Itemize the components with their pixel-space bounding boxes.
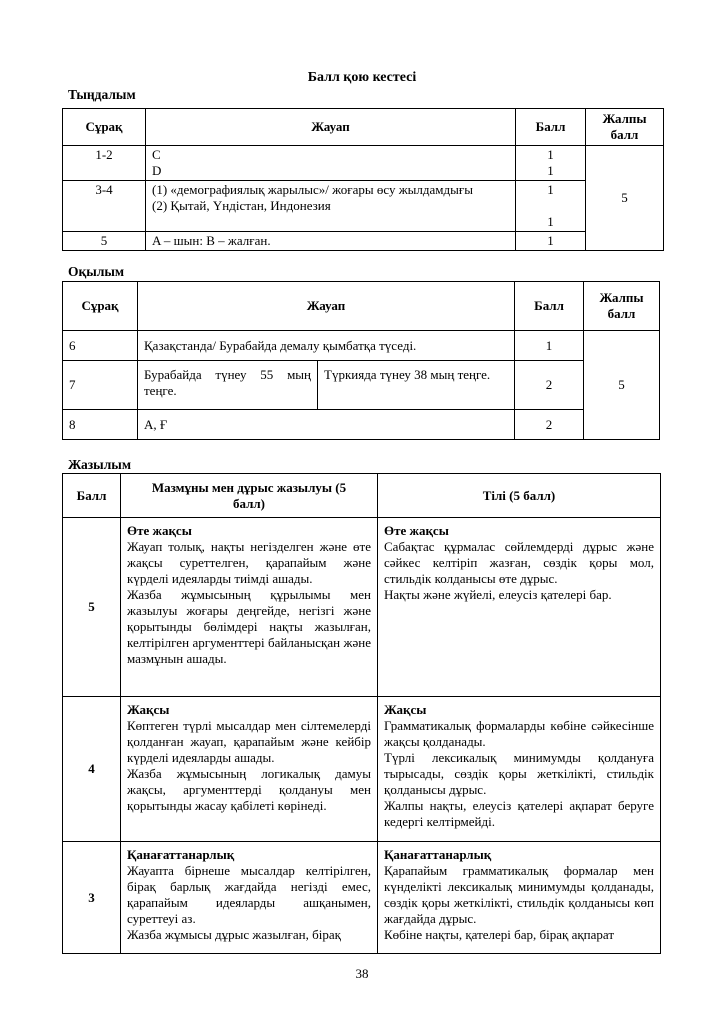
level-title: Қанағаттанарлық <box>384 847 492 862</box>
page-number: 38 <box>355 966 369 981</box>
score-value: 1 <box>547 147 554 162</box>
answer-cell-split <box>138 361 515 410</box>
listening-table <box>62 108 664 251</box>
header-total: Жалпы балл <box>586 109 664 146</box>
criteria-text: Қарапайым грамматикалық формалар мен күнделікті лексикалық минимумды қолданады, сөздік қоры жеткілікті, стильдік қолданысы көп жағдайда дұрыс. <box>384 863 654 926</box>
criteria-text: Жазба жұмысының логикалық дамуы жақсы, аргументтерді қолдануы мен қорытынды жасау қабілеті көрінеді. <box>127 766 371 813</box>
language-cell <box>378 518 661 697</box>
content-cell <box>121 842 378 954</box>
writing-table <box>62 473 661 954</box>
content-cell <box>121 518 378 697</box>
question-number: 1-2 <box>63 146 146 181</box>
criteria-text: Нақты және жүйелі, елеусіз қателері бар. <box>384 587 612 602</box>
criteria-text: Жазба жұмысы дұрыс жазылған, бірақ <box>127 927 341 942</box>
level-title: Өте жақсы <box>127 523 192 538</box>
header-score: Балл <box>516 109 586 146</box>
answer-left: Бурабайда түнеу 55 мың теңге. <box>138 361 318 409</box>
table-row <box>63 361 660 410</box>
language-cell <box>378 842 661 954</box>
answer-right: Түркияда түнеу 38 мың теңге. <box>324 367 491 382</box>
reading-heading: Оқылым <box>68 264 125 279</box>
table-row <box>63 232 664 251</box>
header-answer: Жауап <box>146 109 516 146</box>
level-title: Жақсы <box>384 702 427 717</box>
header-question: Сұрақ <box>63 282 138 331</box>
level-title: Жақсы <box>127 702 170 717</box>
score-cell <box>516 146 586 181</box>
criteria-text: Жазба жұмысының құрылымы мен жазылуы жоғары деңгейде, негізгі және қорытынды бөлімдері нақты жазылған, келтірілген аргументтері байланысқан және мазмұнын ашады. <box>127 587 371 666</box>
listening-header-row <box>63 109 664 146</box>
score-value: 3 <box>63 842 121 954</box>
level-title: Өте жақсы <box>384 523 449 538</box>
answer-cell <box>146 181 516 232</box>
writing-heading: Жазылым <box>68 457 132 472</box>
total-score: 5 <box>586 146 664 251</box>
header-score: Балл <box>515 282 584 331</box>
criteria-text: Грамматикалық формаларды көбіне сәйкесінше жақсы қолданады. <box>384 718 654 749</box>
score-value: 2 <box>515 361 584 410</box>
criteria-text: Жалпы нақты, елеусіз қателері ақпарат беруге кедергі келтірмейді. <box>384 798 654 829</box>
score-cell <box>516 181 586 232</box>
score-value: 1 <box>516 232 586 251</box>
table-row <box>63 842 661 954</box>
table-row <box>63 146 664 181</box>
header-score: Балл <box>63 474 121 518</box>
answer-cell: Қазақстанда/ Бурабайда демалу қымбатқа түседі. <box>138 331 515 361</box>
score-value: 1 <box>547 163 554 178</box>
table-row <box>63 331 660 361</box>
header-content: Мазмұны мен дұрыс жазылуы (5 балл) <box>121 474 378 518</box>
answer-cell <box>146 146 516 181</box>
header-answer: Жауап <box>138 282 515 331</box>
listening-heading: Тыңдалым <box>68 87 136 102</box>
score-value: 2 <box>515 410 584 440</box>
criteria-text: Сабақтас құрмалас сөйлемдерді дұрыс және сәйкес келтіріп жазған, сөздік қоры мол, стильдік колданысы өте дұрыс. <box>384 539 654 586</box>
question-number: 7 <box>63 361 138 410</box>
page-title: Балл қою кестесі <box>307 70 417 85</box>
content-cell <box>121 697 378 842</box>
score-value: 1 <box>515 331 584 361</box>
table-row <box>63 181 664 232</box>
score-value: 4 <box>63 697 121 842</box>
answer-cell: A, Ғ <box>138 410 515 440</box>
reading-table <box>62 281 660 440</box>
answer-line: (1) «демографиялық жарылыс»/ жоғары өсу жылдамдығы <box>152 182 473 197</box>
score-value: 1 <box>547 214 554 229</box>
writing-header-row <box>63 474 661 518</box>
question-number: 3-4 <box>63 181 146 232</box>
criteria-text: Көбіне нақты, қателері бар, бірақ ақпарат <box>384 927 615 942</box>
total-score: 5 <box>584 331 660 440</box>
question-number: 6 <box>63 331 138 361</box>
header-total: Жалпы балл <box>584 282 660 331</box>
question-number: 8 <box>63 410 138 440</box>
table-row <box>63 410 660 440</box>
score-value: 1 <box>547 182 554 197</box>
answer-line: A – шын: B – жалған. <box>146 232 516 251</box>
header-language: Тілі (5 балл) <box>378 474 661 518</box>
score-value: 5 <box>63 518 121 697</box>
level-title: Қанағаттанарлық <box>127 847 235 862</box>
table-row <box>63 697 661 842</box>
header-question: Сұрақ <box>63 109 146 146</box>
criteria-text: Жауапта бірнеше мысалдар келтірілген, бірақ барлық жағдайда негізді емес, қарапайым идеяларды ашқанымен, суреттеуі аз. <box>127 863 371 926</box>
table-row <box>63 518 661 697</box>
reading-header-row <box>63 282 660 331</box>
criteria-text: Түрлі лексикалық минимумды қолдануға тырысады, сөздік қоры жеткілікті, стильдік қолданысы дұрыс. <box>384 750 654 797</box>
language-cell <box>378 697 661 842</box>
answer-line: C <box>152 147 161 162</box>
criteria-text: Көптеген түрлі мысалдар мен сілтемелерді қолданған жауап, қарапайым және кейбір күрделі идеяларды ашады. <box>127 718 371 765</box>
answer-line: D <box>152 163 162 178</box>
criteria-text: Жауап толық, нақты негізделген және өте жақсы суреттелген, қарапайым және күрделі идеяларды тиімді ашады. <box>127 539 371 586</box>
question-number: 5 <box>63 232 146 251</box>
answer-line: (2) Қытай, Үндістан, Индонезия <box>152 198 331 213</box>
